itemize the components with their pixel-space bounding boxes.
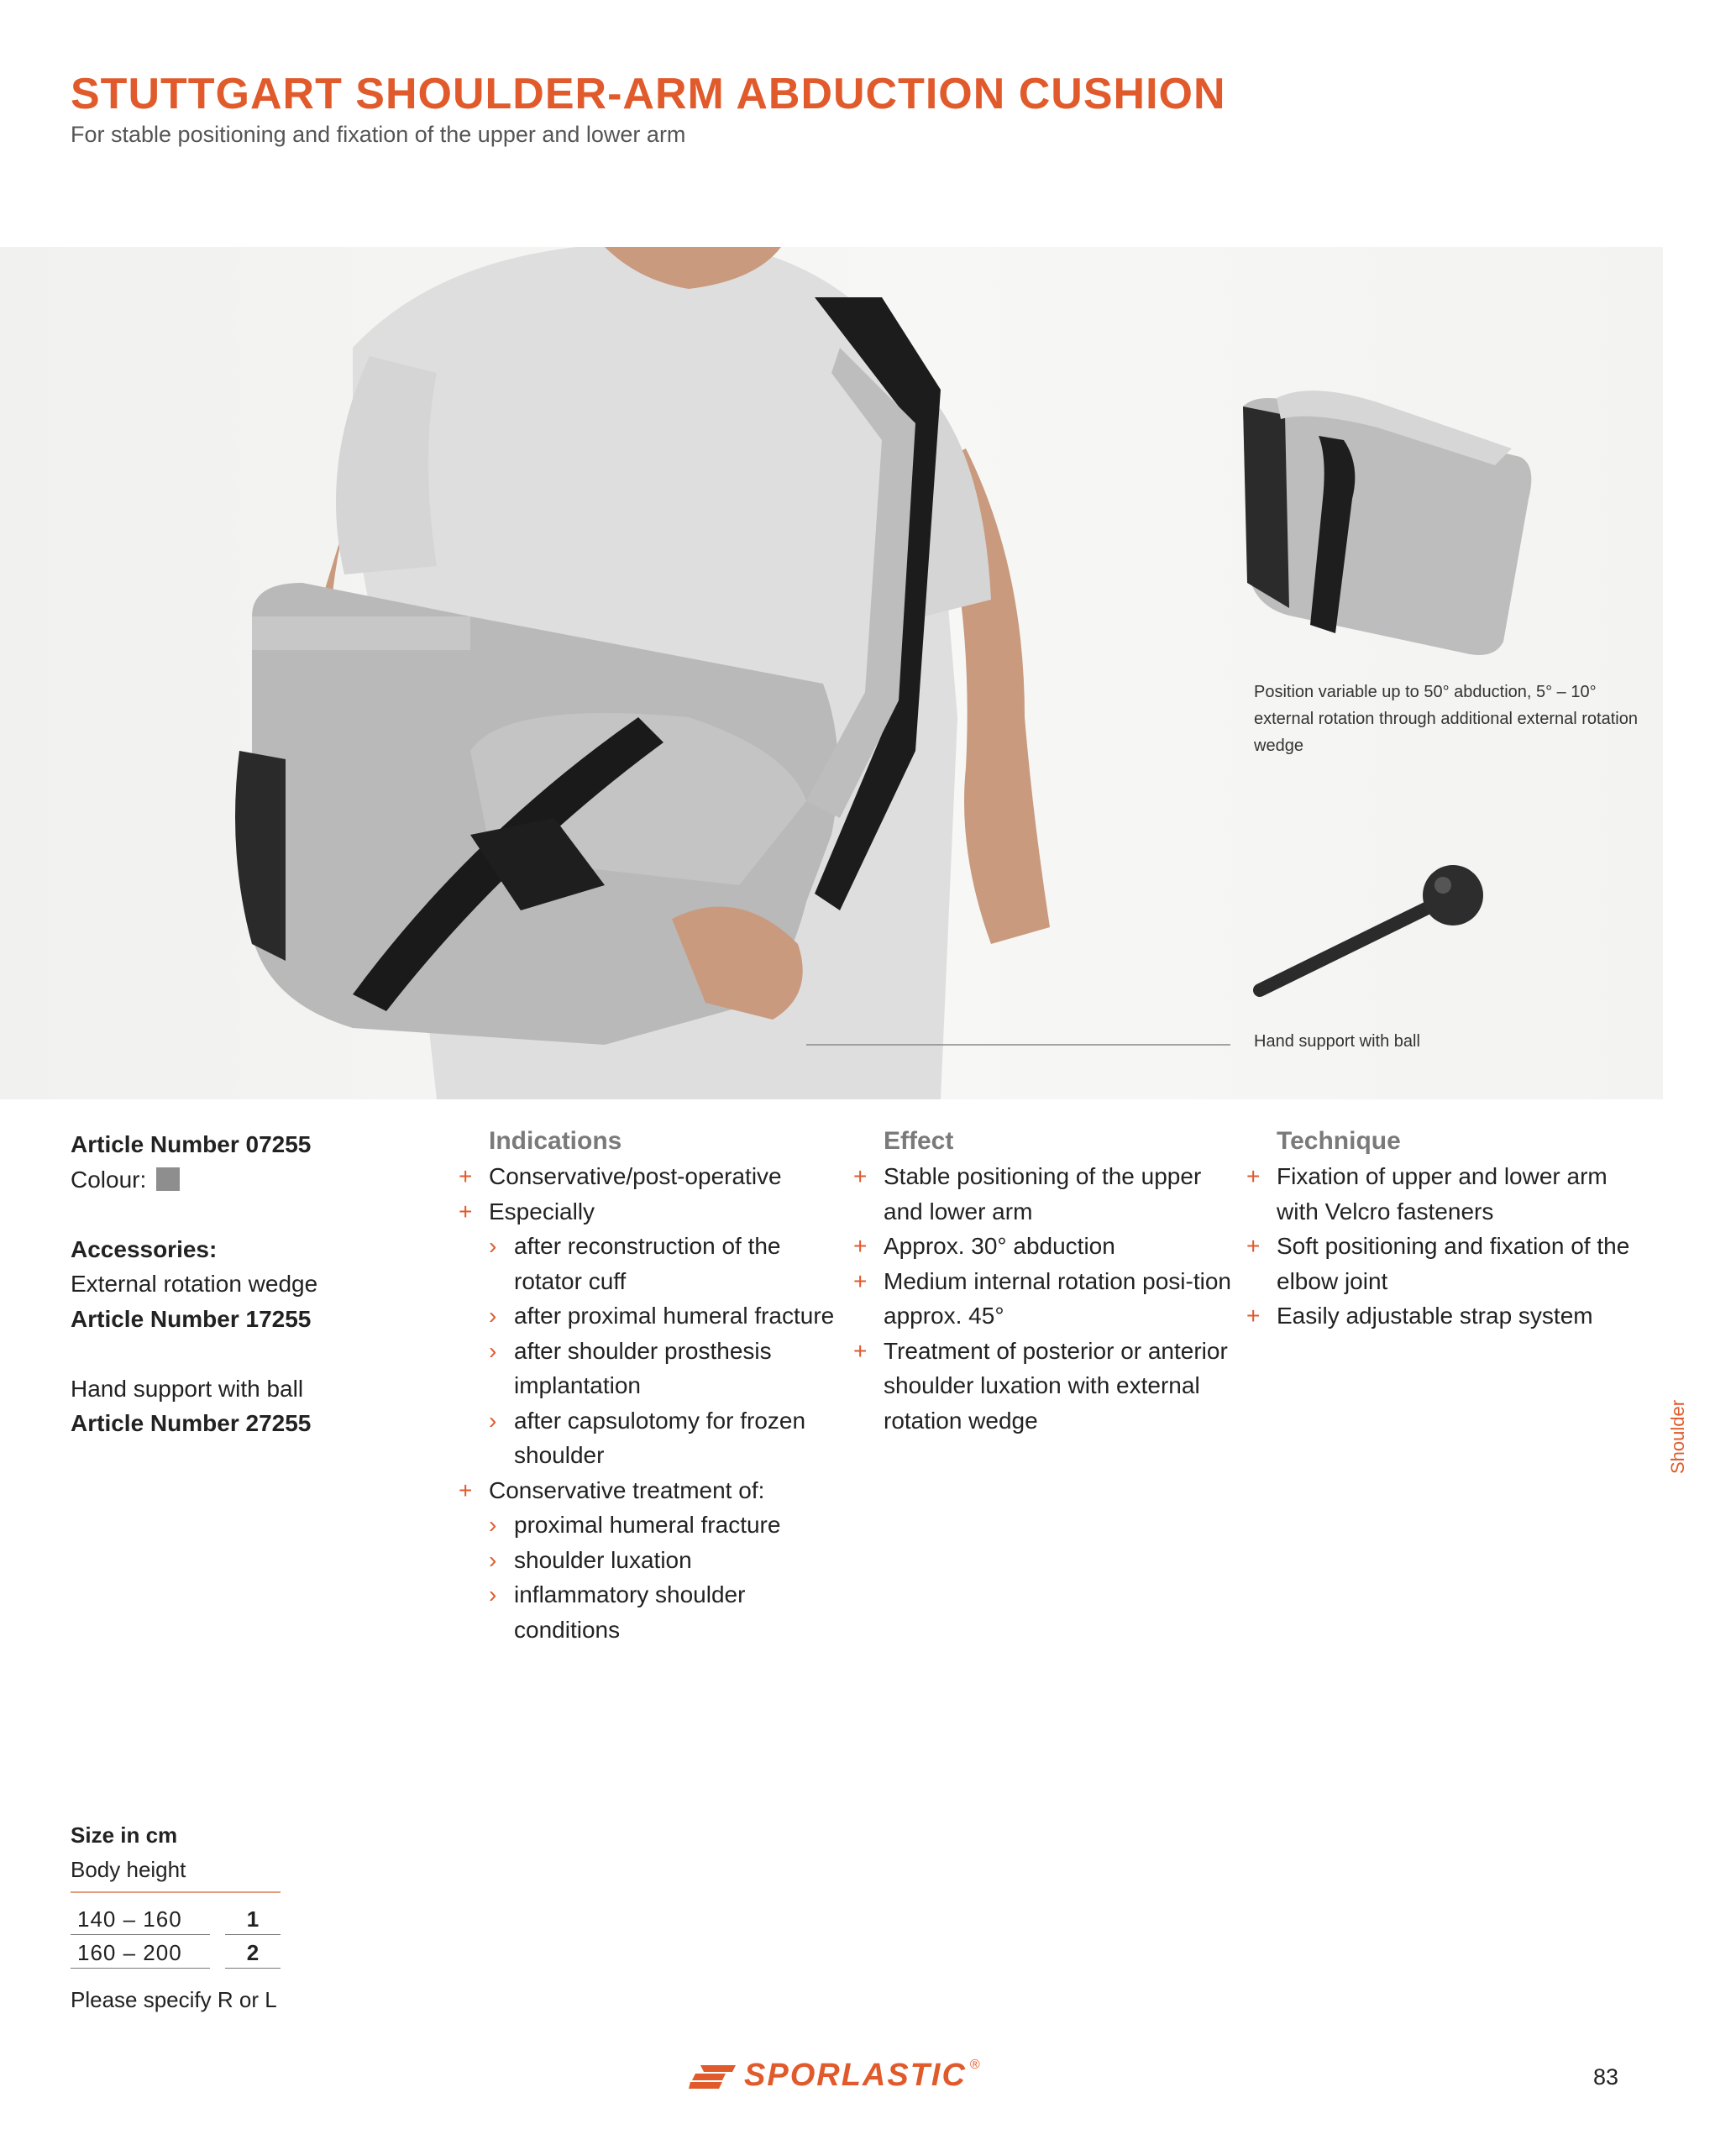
list-item: › after capsulotomy for frozen shoulder: [489, 1407, 806, 1468]
list-item: + Especially: [459, 1198, 595, 1224]
list-item: + Stable positioning of the upper and lower arm: [853, 1163, 1202, 1224]
colour-row: [71, 1162, 423, 1198]
page-subtitle: For stable positioning and fixation of the upper and lower arm: [71, 122, 686, 147]
accessory-hand-name: Hand support with ball: [71, 1375, 304, 1402]
list-item: + Easily adjustable strap system: [1246, 1303, 1593, 1329]
list-item: › after reconstruction of the rotator cuff: [489, 1233, 781, 1294]
page-title: STUTTGART SHOULDER-ARM ABDUCTION CUSHION: [71, 70, 1226, 118]
list-item: + Conservative/post-operative: [459, 1163, 782, 1189]
list-item: + Conservative treatment of:: [459, 1476, 765, 1503]
wedge-caption: Position variable up to 50° abduction, 5° – 10° external rotation through additional external rotation wedge: [1254, 683, 1638, 755]
list-item: + Treatment of posterior or anterior shoulder luxation with external rotation wedge: [853, 1337, 1228, 1434]
list-item: + Approx. 30° abduction: [853, 1233, 1115, 1259]
accessories-label: Accessories:: [71, 1235, 218, 1262]
accessory-wedge-article: Article Number 17255: [71, 1305, 312, 1332]
page-number: 83: [1593, 2064, 1619, 2090]
table-row: 160 – 200 2: [71, 1935, 281, 1969]
accessory-wedge-name: External rotation wedge: [71, 1271, 318, 1297]
product-photo: [0, 247, 1663, 1099]
technique-column: [1246, 1127, 1646, 1334]
list-item: + Soft positioning and fixation of the elbow joint: [1246, 1233, 1630, 1294]
list-item: › proximal humeral fracture: [489, 1512, 781, 1538]
size-block: [71, 1822, 281, 2013]
product-illustration: [0, 247, 1663, 1099]
size-note: Please specify R or L: [71, 1987, 277, 2012]
brand-mark-icon: [689, 2062, 737, 2090]
colour-swatch: [156, 1167, 180, 1191]
effect-heading: Effect: [884, 1127, 954, 1155]
colour-label: Colour:: [71, 1166, 147, 1193]
hand-support-caption: Hand support with ball: [1254, 1032, 1420, 1051]
brand-logo: [689, 2058, 980, 2094]
list-item: › after shoulder prosthesis implantation: [489, 1337, 772, 1398]
list-item: + Medium internal rotation posi-tion approx. 45°: [853, 1267, 1231, 1329]
size-table: [71, 1891, 281, 1969]
size-title: Size in cm: [71, 1822, 178, 1848]
section-side-tab: Shoulder: [1667, 1399, 1688, 1474]
list-item: › inflammatory shoulder conditions: [489, 1581, 746, 1643]
brand-name: SPORLASTIC: [744, 2058, 967, 2093]
indications-column: [459, 1127, 842, 1647]
size-subtitle: Body height: [71, 1857, 186, 1882]
list-item: + Fixation of upper and lower arm with Velcro fasteners: [1246, 1163, 1608, 1224]
table-row: 140 – 160 1: [71, 1901, 281, 1935]
accessory-hand-article: Article Number 27255: [71, 1410, 312, 1436]
list-item: › shoulder luxation: [489, 1546, 692, 1573]
registered-mark: ®: [969, 2058, 980, 2072]
article-info: [71, 1127, 423, 1441]
list-item: › after proximal humeral fracture: [489, 1303, 835, 1329]
technique-heading: Technique: [1277, 1127, 1401, 1155]
indications-heading: Indications: [489, 1127, 622, 1155]
article-number: Article Number 07255: [71, 1131, 312, 1157]
effect-column: [853, 1127, 1245, 1438]
